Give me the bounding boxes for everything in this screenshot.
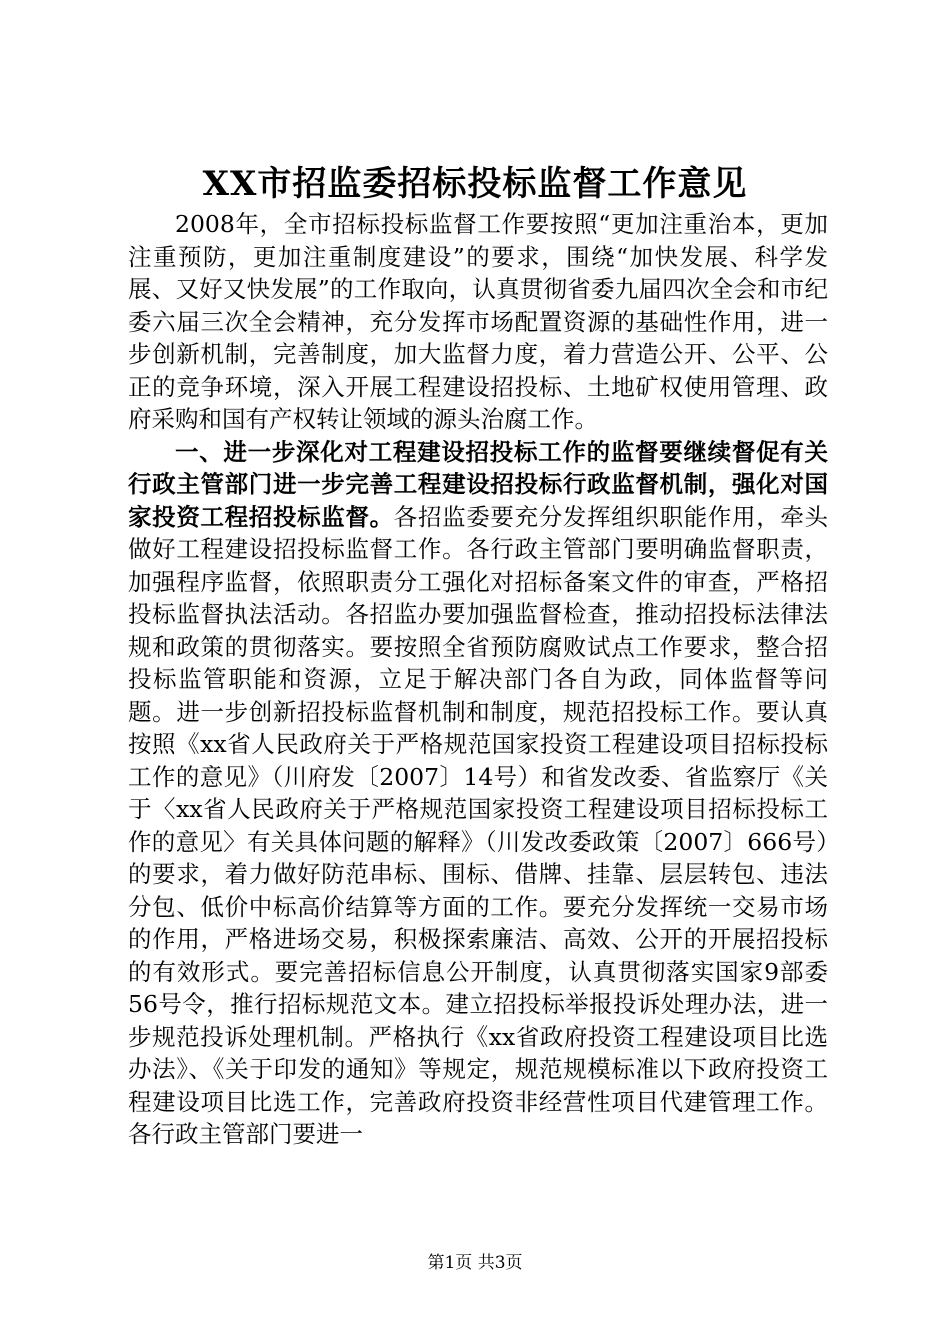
paragraph-intro: 2008年，全市招标投标监督工作要按照“更加注重治本，更加注重预防，更加注重制度建设”的要求，围绕“加快发展、科学发展、又好又快发展”的工作取向，认真贯彻省委九届四次全会和市纪委六届三次全会精神，充分发挥市场配置资源的基础性作用，进一步创新机制，完善制度，加大监督力度，着力营造公开、公平、公正的竞争环境，深入开展工程建设招投标、土地矿权使用管理、政府采购和国有产权转让领域的源头治腐工作。 [128,210,828,433]
section-heading: 一、进一步深化对工程建设招投标工作的监督要继续督促有关行政主管部门进一步完善工程建设招投标行政监督机制，强化对国家投资工程招投标监督。 [128,437,828,531]
document-body [128,208,828,1151]
page-number: 第1页 共3页 [427,1253,523,1273]
section-text: 各招监委要充分发挥组织职能作用，牵头做好工程建设招投标监督工作。各行政主管部门要明确监督职责，加强程序监督，依照职责分工强化对招标备案文件的审查，严格招投标监督执法活动。各招监办要加强监督检查，推动招投标法律法规和政策的贯彻落实。要按照全省预防腐败试点工作要求，整合招投标监管职能和资源，立足于解决部门各自为政，同体监督等问题。进一步创新招投标监督机制和制度，规范招投标工作。要认真按照《xx省人民政府关于严格规范国家投资工程建设项目招标投标工作的意见》（川府发〔2007〕14号）和省发改委、省监察厅《关于〈xx省人民政府关于严格规范国家投资工程建设项目招标投标工作的意见〉有关具体问题的解释》（川发改委政策〔2007〕666号）的要求，着力做好防范串标、围标、借牌、挂靠、层层转包、违法分包、低价中标高价结算等方面的工作。要充分发挥统一交易市场的作用，严格进场交易，积极探索廉洁、高效、公开的开展招投标的有效形式。要完善招标信息公开制度，认真贯彻落实国家9部委56号令，推行招标规范文本。建立招投标举报投诉处理办法，进一步规范投诉处理机制。严格执行《xx省政府投资工程建设项目比选办法》、《关于印发的通知》等规定，规范规模标准以下政府投资工程建设项目比选工作，完善政府投资非经营性项目代建管理工作。各行政主管部门要进一 [128,502,829,1148]
document-title: XX市招监委招标投标监督工作意见 [202,164,748,204]
paragraph-section-one [128,436,828,1151]
